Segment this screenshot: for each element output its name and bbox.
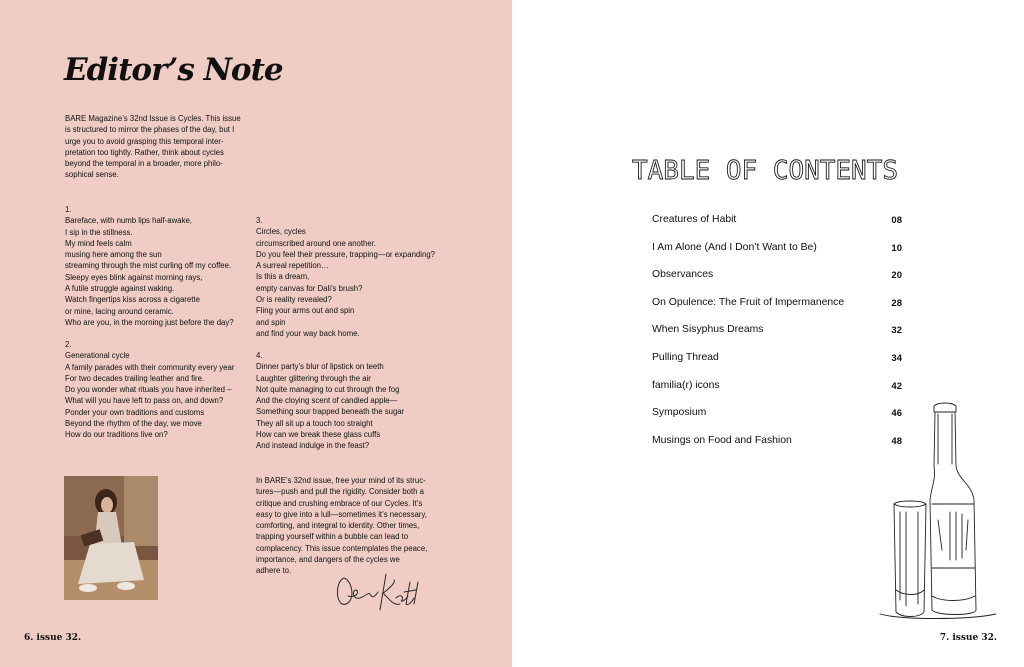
closing-paragraph [256, 475, 456, 577]
text-line: Do you wonder what rituals you have inherited – [65, 385, 232, 395]
text-line: How can we break these glass cuffs [256, 430, 381, 440]
toc-entry-title: Pulling Thread [652, 351, 719, 363]
text-line: 2. [65, 340, 72, 349]
text-line: critique and crushing embrace of our Cycles. It’s [256, 498, 423, 508]
text-line: For two decades trailing leather and fire. [65, 373, 205, 383]
text-line: Sleepy eyes blink against morning rays, [65, 272, 203, 282]
text-line: And instead indulge in the feast? [256, 441, 370, 451]
text-line: importance, and dangers of the cycles we [256, 555, 400, 565]
text-line: Who are you, in the morning just before the day? [65, 317, 234, 327]
toc-entry-title: Observances [652, 269, 714, 281]
toc-entry[interactable] [652, 318, 902, 346]
toc-entry-title: On Opulence: The Fruit of Impermanence [652, 296, 845, 308]
toc-entry-page: 48 [891, 435, 902, 447]
toc-entry-page: 28 [891, 297, 902, 309]
toc-entry-page: 46 [891, 408, 902, 420]
toc-entry[interactable] [652, 208, 902, 236]
toc-entry[interactable] [652, 374, 902, 402]
text-line: A surreal repetition… [256, 261, 329, 271]
text-line: They all sit up a touch too straight [256, 418, 373, 428]
toc-entry-page: 08 [891, 215, 902, 226]
text-line: Or is reality revealed? [256, 295, 332, 305]
text-line: Circles, cycles [256, 227, 306, 237]
toc-entry-page: 10 [891, 242, 902, 254]
text-line: What will you have left to pass on, and down? [65, 396, 224, 406]
text-line: Ponder your own traditions and customs [65, 407, 205, 417]
text-line: or mine, lacing around ceramic. [65, 306, 174, 316]
text-line: 4. [256, 351, 263, 360]
text-line: pretation too tightly. Rather, think about cycles [65, 147, 224, 157]
text-line: musing here among the sun [65, 250, 162, 260]
text-line: Beyond the rhythm of the day, we move [65, 419, 202, 429]
text-line: A futile struggle against waking. [65, 284, 175, 294]
text-line: 1. [65, 205, 72, 214]
text-line: and spin [256, 317, 286, 327]
svg-text:TABLE OF CONTENTS: TABLE OF CONTENTS [632, 156, 898, 186]
text-line: easy to give into a lull—sometimes it’s necessary, [256, 509, 427, 519]
text-line: tures—push and pull the rigidity. Consider both a [256, 487, 425, 497]
text-line: and find your way back home. [256, 328, 360, 338]
text-line: My mind feels calm [65, 238, 132, 248]
text-line: A family parades with their community every year [65, 362, 235, 372]
text-line: BARE Magazine’s 32nd Issue is Cycles. This issue [65, 114, 241, 123]
toc-entry-page: 42 [891, 380, 902, 392]
text-line: Generational cycle [65, 351, 130, 361]
text-line: urge you to avoid grasping this temporal inter- [65, 136, 224, 146]
toc-entry[interactable] [652, 291, 902, 319]
toc-entry[interactable] [652, 263, 902, 291]
page-title: Editor’s Note [64, 52, 283, 88]
page-number-left: 6. issue 32. [24, 633, 82, 643]
text-line: Dinner party’s blur of lipstick on teeth [256, 362, 384, 372]
text-line: Do you feel their pressure, trapping—or expanding? [256, 249, 436, 259]
toc-entry[interactable] [652, 346, 902, 374]
text-line: Not quite managing to cut through the fog [256, 384, 400, 394]
text-line: Watch fingertips kiss across a cigarette [65, 295, 200, 305]
poem-1 [65, 204, 234, 328]
text-line: is structured to mirror the phases of the day, but I [65, 125, 235, 135]
text-line: circumscribed around one another. [256, 238, 377, 248]
poem-3 [256, 215, 435, 339]
toc-entry-title: Symposium [652, 407, 707, 419]
woman-reading-photo [64, 476, 158, 600]
right-page [512, 0, 1024, 667]
text-line: complacency. This issue contemplates the peace, [256, 543, 428, 553]
toc-entry[interactable] [652, 236, 902, 264]
text-line: In BARE’s 32nd issue, free your mind of its struc- [256, 476, 426, 485]
bottle-and-glass-sketch-icon [872, 400, 1002, 622]
text-line: And the cloying scent of candied apple— [256, 396, 398, 406]
text-line: 3. [256, 216, 263, 225]
toc-entry-page: 20 [891, 270, 902, 282]
toc-entry-title: I Am Alone (And I Don’t Want to Be) [652, 241, 817, 253]
text-line: Laughter glittering through the air [256, 373, 371, 383]
toc-entry-page: 34 [891, 352, 902, 364]
text-line: adhere to. [256, 566, 292, 576]
text-line: sophical sense. [65, 170, 119, 180]
poem-2 [65, 339, 234, 441]
handwritten-signature [330, 568, 430, 618]
toc-entry-title: When Sisyphus Dreams [652, 324, 764, 336]
poem-4 [256, 350, 404, 452]
text-line: empty canvas for Dali’s brush? [256, 283, 363, 293]
table-of-contents-heading [630, 145, 900, 190]
text-line: Something sour trapped beneath the sugar [256, 407, 405, 417]
text-line: comforting, and integral to identity. Other times, [256, 521, 420, 531]
text-line: How do our traditions live on? [65, 430, 168, 440]
text-line: I sip in the stillness. [65, 227, 133, 237]
toc-entry[interactable] [652, 401, 902, 429]
toc-entry[interactable] [652, 429, 902, 457]
intro-paragraph [65, 113, 255, 181]
toc-entry-title: familia(r) icons [652, 379, 720, 391]
toc-list [652, 208, 902, 456]
page-number-right: 7. issue 32. [939, 633, 997, 643]
text-line: Bareface, with numb lips half-awake, [65, 216, 192, 226]
text-line: Fling your arms out and spin [256, 306, 355, 316]
toc-entry-page: 32 [891, 325, 902, 337]
text-line: beyond the temporal in a broader, more philo- [65, 159, 223, 169]
toc-entry-title: Creatures of Habit [652, 214, 737, 225]
text-line: streaming through the mist curling off my coffee. [65, 261, 232, 271]
text-line: trapping yourself within a bubble can lead to [256, 532, 409, 542]
toc-entry-title: Musings on Food and Fashion [652, 434, 792, 446]
text-line: Is this a dream, [256, 272, 310, 282]
